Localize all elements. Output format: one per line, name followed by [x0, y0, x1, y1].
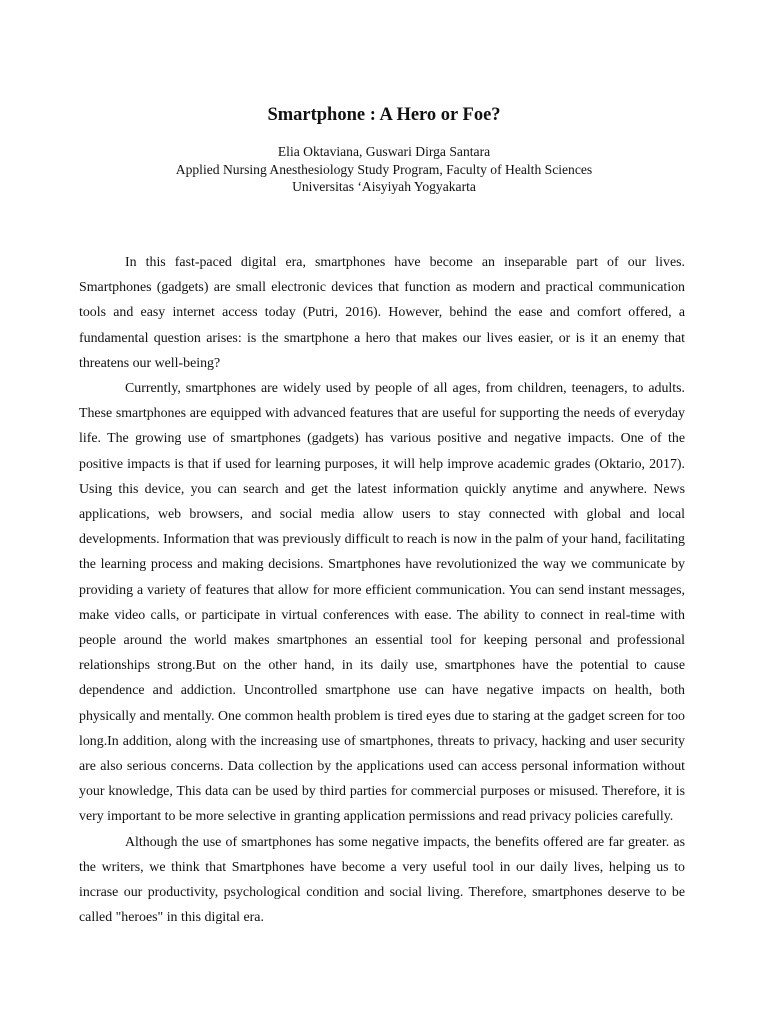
paragraph-intro: In this fast-paced digital era, smartphones have become an inseparable part of our lives. Smartphones (gadgets) are small electronic devices that function as modern and practical communication tools and easy internet access today (Putri, 2016). However, behind the ease and comfort offered, a fundamental question arises: is the smartphone a hero that makes our lives easier, or is it an enemy that threatens our well-being? — [79, 255, 685, 371]
paragraph-discussion: Currently, smartphones are widely used by people of all ages, from children, teenagers, to adults. These smartphones are equipped with advanced features that are useful for supporting the needs of everyday life. The growing use of smartphones (gadgets) has various positive and negative impacts. One of the positive impacts is that if used for learning purposes, it will help improve academic grades (Oktario, 2017). Using this device, you can search and get the latest information quickly anytime and anywhere. News applications, web browsers, and social media allow users to stay connected with global and local developments. Information that was previously difficult to reach is now in the palm of your hand, facilitating the learning process and making decisions. Smartphones have revolutionized the way we communicate by providing a variety of features that allow for more efficient communication. You can send instant messages, make video calls, or participate in virtual conferences with ease. The ability to connect in real-time with people around the world makes smartphones an essential tool for keeping personal and professional relationships strong.But on the other hand, in its daily use, smartphones have the potential to cause dependence and addiction. Uncontrolled smartphone use can have negative impacts on health, both physically and mentally. One common health problem is tired eyes due to staring at the gadget screen for too long.In addition, along with the increasing use of smartphones, threats to privacy, hacking and user security are also serious concerns. Data collection by the applications used can access personal information without your knowledge, This data can be used by third parties for commercial purposes or misused. Therefore, it is very important to be more selective in granting application permissions and read privacy policies carefully. — [79, 381, 685, 825]
institution: Universitas ‘Aisyiyah Yogyakarta — [292, 179, 476, 194]
paragraph-conclusion: Although the use of smartphones has some negative impacts, the benefits offered are far greater. as the writers, we think that Smartphones have become a very useful tool in our daily lives, helping us to incrase our productivity, psychological condition and social living. Therefore, smartphones deserve to be called "heroes" in this digital era. — [79, 834, 685, 926]
page-title: Smartphone : A Hero or Foe? — [267, 105, 501, 125]
article-body — [79, 250, 685, 930]
author-block — [0, 143, 768, 196]
authors: Elia Oktaviana, Guswari Dirga Santara — [277, 144, 491, 159]
affiliation: Applied Nursing Anesthesiology Study Program, Faculty of Health Sciences — [175, 161, 593, 177]
